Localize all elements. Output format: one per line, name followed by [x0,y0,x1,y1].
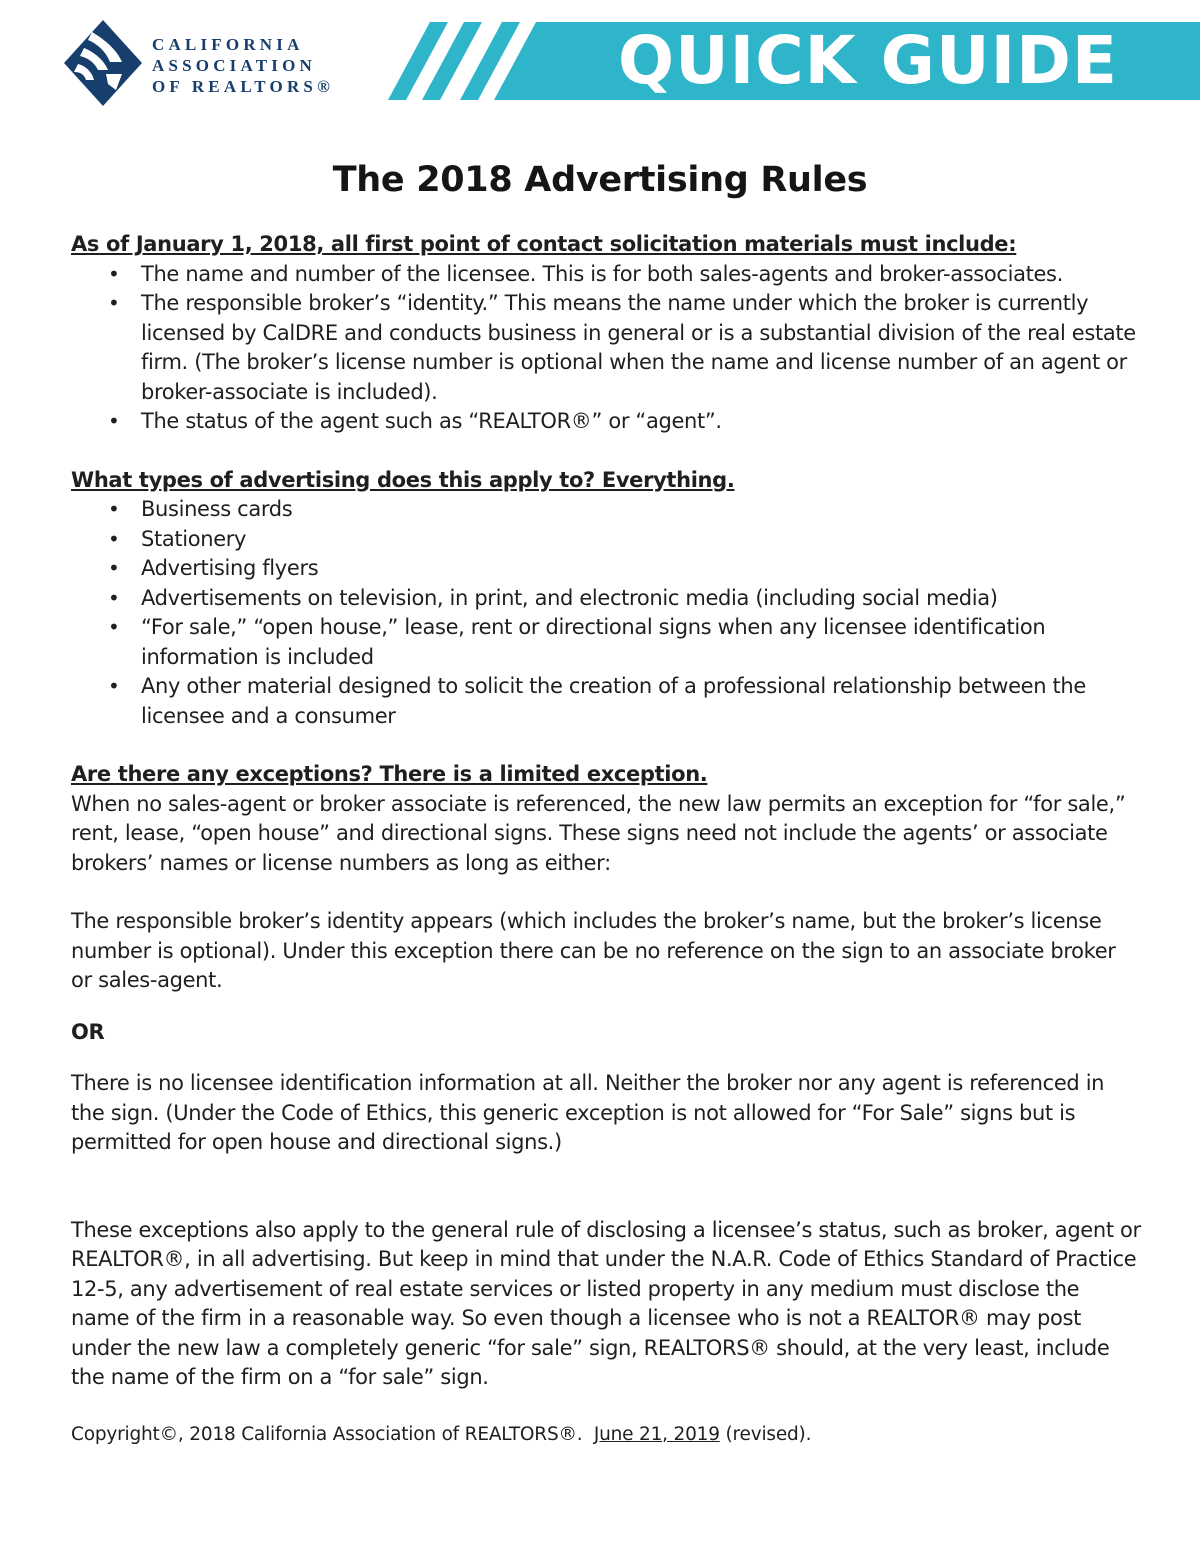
copyright-text: Copyright©, 2018 California Association of REALTORS®. [71,1423,583,1445]
logo-text [152,34,334,97]
required-contents-list [71,260,1141,437]
list-item: • Advertising flyers [141,554,1141,584]
revision-date: June 21, 2019 [593,1423,720,1445]
list-item: • The responsible broker’s “identity.” This means the name under which the broker is currently licensed by CalDRE and conducts business in general or is a substantial division of the real estate firm. (The broker’s license number is optional when the name and license number of an agent or broker-associate is included). [141,289,1141,407]
section-heading-types: What types of advertising does this apply to? Everything. [71,467,735,492]
banner-title: QUICK GUIDE [617,22,1118,99]
or-label: OR [71,1019,105,1044]
header [0,0,1200,120]
logo-line-1: CALIFORNIA [152,35,304,54]
section-heading-contents: As of January 1, 2018, all first point of contact solicitation materials must include: [71,232,1017,256]
list-item: • “For sale,” “open house,” lease, rent or directional signs when any licensee identification information is included [141,613,1141,672]
copyright-line [71,1422,1141,1448]
list-item: • Stationery [141,525,1141,555]
section-heading-exceptions: Are there any exceptions? There is a limited exception. [71,762,708,786]
exception-option-1: The responsible broker’s identity appears (which includes the broker’s name, but the broker’s license number is optional). Under this exception there can be no reference on the sign to an associate broker or sales-agent. [71,909,1116,992]
revision-suffix: (revised). [725,1423,812,1445]
logo-line-3: OF REALTORS® [152,77,334,96]
exception-option-2: There is no licensee identification information at all. Neither the broker nor any agent is referenced in the sign. (Under the Code of Ethics, this generic exception is not allowed for “For Sale” signs but is permitted for open house and directional signs.) [71,1071,1105,1154]
logo-line-2: ASSOCIATION [152,56,316,75]
car-logo-icon [62,18,144,108]
exceptions-intro: When no sales-agent or broker associate is referenced, the new law permits an exception for “for sale,” rent, lease, “open house” and directional signs. These signs need not include the agents’ or associate brokers’ names or license numbers as long as either: [71,791,1126,875]
list-item: • Advertisements on television, in print, and electronic media (including social media) [141,584,1141,614]
list-item: • The name and number of the licensee. This is for both sales-agents and broker-associates. [141,260,1141,290]
list-item: • Any other material designed to solicit the creation of a professional relationship between the licensee and a consumer [141,672,1141,731]
advertising-types-list [71,495,1141,731]
page-title: The 2018 Advertising Rules [332,160,868,200]
exceptions-closing: These exceptions also apply to the general rule of disclosing a licensee’s status, such as broker, agent or REALTOR®, in all advertising. But keep in mind that under the N.A.R. Code of Ethics Standard of Practice 12-5, any advertisement of real estate services or listed property in any medium must disclose the name of the firm in a reasonable way. So even though a licensee who is not a REALTOR® may post under the new law a completely generic “for sale” sign, REALTORS® should, at the very least, include the name of the firm on a “for sale” sign. [71,1217,1141,1389]
list-item: • The status of the agent such as “REALTOR®” or “agent”. [141,407,1141,437]
list-item: • Business cards [141,495,1141,525]
document-body [71,230,1141,1448]
